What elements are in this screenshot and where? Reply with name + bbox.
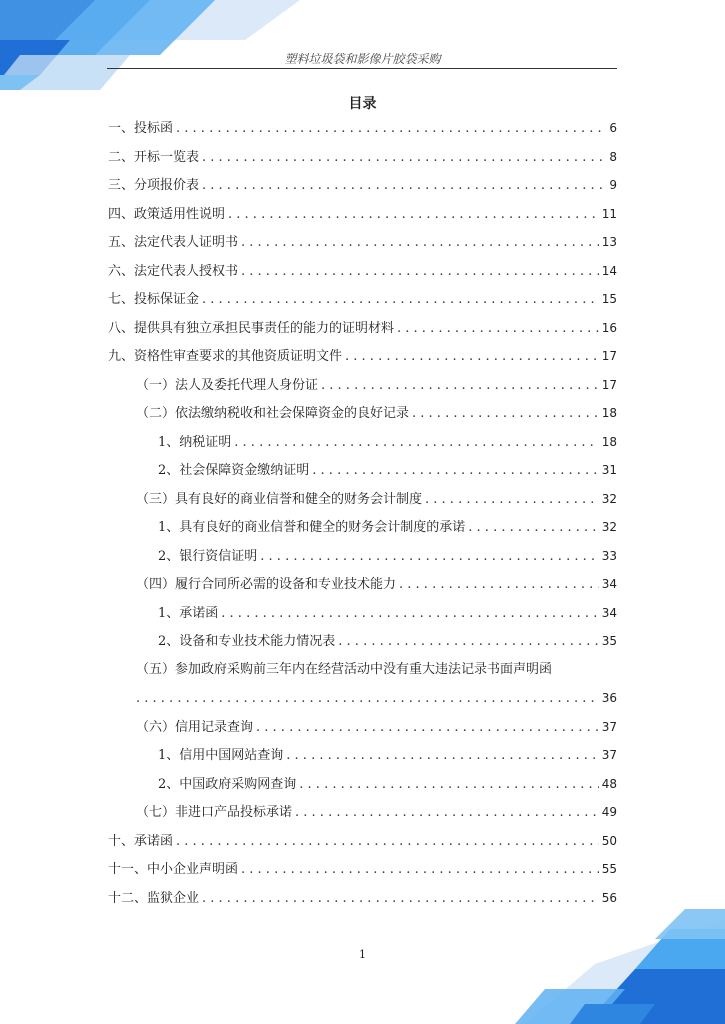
leader-dots bbox=[468, 518, 598, 538]
toc-page-number: 32 bbox=[601, 491, 617, 506]
toc-entry-text: 四、政策适用性说明 bbox=[108, 206, 226, 222]
leader-dots bbox=[312, 461, 598, 481]
toc-entry[interactable] bbox=[108, 147, 617, 167]
toc-entry[interactable] bbox=[108, 118, 617, 138]
toc-entry-text: 2、设备和专业技术能力情况表 bbox=[158, 634, 336, 649]
corner-decoration-bottom bbox=[485, 909, 725, 1024]
toc-entry[interactable] bbox=[136, 375, 617, 395]
toc-entry-text: 1、纳税证明 bbox=[158, 434, 232, 450]
toc-title: 目录 bbox=[348, 96, 377, 112]
toc-entry-text: （三）具有良好的商业信誉和健全的财务会计制度 bbox=[136, 491, 423, 507]
toc-page-number: 34 bbox=[601, 577, 617, 591]
toc-page-number: 15 bbox=[601, 292, 617, 306]
toc-entry-text: 十、承诺函 bbox=[108, 833, 174, 849]
toc-entry-text: （二）依法缴纳税收和社会保障资金的良好记录 bbox=[136, 406, 410, 421]
toc-entry-text: （七）非进口产品投标承诺 bbox=[136, 805, 293, 820]
toc-page-number: 17 bbox=[601, 377, 617, 392]
toc-page-number: 33 bbox=[601, 548, 617, 563]
toc-entry[interactable] bbox=[108, 261, 617, 281]
toc-entry[interactable] bbox=[108, 204, 617, 224]
toc-page-number: 34 bbox=[601, 605, 617, 620]
toc-entry[interactable] bbox=[108, 289, 617, 309]
toc-page-number: 49 bbox=[601, 805, 617, 819]
toc-page-number: 18 bbox=[601, 406, 617, 420]
toc-entry[interactable] bbox=[158, 745, 617, 765]
toc-page-number: 9 bbox=[609, 178, 617, 192]
toc-entry-text: （一）法人及委托代理人身份证 bbox=[136, 377, 319, 393]
toc-entry[interactable] bbox=[136, 403, 617, 423]
toc-page-number: 18 bbox=[601, 434, 617, 449]
leader-dots bbox=[295, 803, 599, 823]
leader-dots bbox=[412, 404, 599, 424]
toc-page-number: 55 bbox=[601, 862, 617, 876]
leader-dots bbox=[202, 148, 606, 168]
toc-entry-wrapped-text[interactable]: （五）参加政府采购前三年内在经营活动中没有重大违法记录书面声明函 bbox=[136, 661, 553, 677]
toc-entry-text: 七、投标保证金 bbox=[108, 292, 200, 307]
toc-entry[interactable] bbox=[158, 774, 617, 794]
toc-entry-text: 1、具有良好的商业信誉和健全的财务会计制度的承诺 bbox=[158, 520, 466, 535]
leader-dots bbox=[425, 490, 599, 510]
toc-page-number: 17 bbox=[601, 349, 617, 363]
leader-dots bbox=[256, 718, 599, 738]
toc-page-number: 31 bbox=[601, 463, 617, 477]
toc-entry[interactable] bbox=[108, 346, 617, 366]
toc-entry-text: （六）信用记录查询 bbox=[136, 719, 254, 735]
leader-dots bbox=[286, 746, 598, 766]
leader-dots bbox=[260, 547, 598, 567]
toc-page-number: 50 bbox=[601, 833, 617, 848]
toc-page-number: 6 bbox=[609, 121, 617, 135]
toc-entry[interactable] bbox=[158, 432, 617, 452]
leader-dots bbox=[202, 290, 599, 310]
leader-dots bbox=[345, 347, 599, 367]
leader-dots bbox=[241, 262, 599, 282]
toc-entry[interactable] bbox=[108, 318, 617, 338]
header-divider bbox=[107, 68, 617, 69]
leader-dots bbox=[136, 689, 599, 709]
leader-dots bbox=[397, 319, 599, 339]
leader-dots bbox=[321, 376, 599, 396]
toc-page-number: 16 bbox=[601, 320, 617, 335]
header-title: 塑料垃圾袋和影像片胶袋采购 bbox=[284, 52, 441, 66]
toc-entry-text: 1、信用中国网站查询 bbox=[158, 748, 284, 763]
leader-dots bbox=[202, 889, 599, 909]
toc-entry[interactable] bbox=[108, 888, 617, 908]
toc-entry[interactable] bbox=[136, 489, 617, 509]
leader-dots bbox=[234, 433, 598, 453]
toc-entry-text: 2、银行资信证明 bbox=[158, 548, 258, 564]
toc-entry-text: （四）履行合同所必需的设备和专业技术能力 bbox=[136, 577, 397, 592]
leader-dots bbox=[176, 119, 606, 139]
toc-page-number: 11 bbox=[601, 206, 617, 221]
toc-page-number: 8 bbox=[609, 149, 617, 164]
toc-entry-text: 十一、中小企业声明函 bbox=[108, 862, 239, 877]
toc-page-number: 36 bbox=[601, 691, 617, 705]
toc-entry[interactable] bbox=[108, 175, 617, 195]
toc-page-number: 32 bbox=[601, 520, 617, 534]
toc-entry[interactable] bbox=[136, 717, 617, 737]
toc-entry[interactable] bbox=[136, 688, 617, 708]
leader-dots bbox=[221, 604, 598, 624]
toc-entry-text: 二、开标一览表 bbox=[108, 149, 200, 165]
toc-entry[interactable] bbox=[108, 232, 617, 252]
toc-entry-text: 1、承诺函 bbox=[158, 605, 219, 621]
toc-page-number: 37 bbox=[601, 719, 617, 734]
toc-entry[interactable] bbox=[158, 546, 617, 566]
toc-page-number: 37 bbox=[601, 748, 617, 762]
toc-entry[interactable] bbox=[158, 460, 617, 480]
toc-entry[interactable] bbox=[158, 603, 617, 623]
leader-dots bbox=[202, 176, 606, 196]
toc-entry-text: 2、社会保障资金缴纳证明 bbox=[158, 463, 310, 478]
toc-entry-text: 三、分项报价表 bbox=[108, 178, 200, 193]
leader-dots bbox=[299, 775, 598, 795]
toc-page-number: 35 bbox=[601, 634, 617, 648]
toc-entry[interactable] bbox=[136, 574, 617, 594]
leader-dots bbox=[228, 205, 599, 225]
leader-dots bbox=[399, 575, 599, 595]
leader-dots bbox=[176, 832, 599, 852]
toc-entry[interactable] bbox=[108, 859, 617, 879]
toc-page-number: 56 bbox=[601, 890, 617, 905]
toc-entry[interactable] bbox=[158, 517, 617, 537]
toc-entry-text: 五、法定代表人证明书 bbox=[108, 235, 239, 250]
toc-page-number: 14 bbox=[601, 263, 617, 278]
toc-page-number: 13 bbox=[601, 235, 617, 249]
toc-entry-text: 2、中国政府采购网查询 bbox=[158, 776, 297, 792]
toc-entry-text: 九、资格性审查要求的其他资质证明文件 bbox=[108, 349, 343, 364]
toc-entry-text: 六、法定代表人授权书 bbox=[108, 263, 239, 279]
toc-entry-text: 十二、监狱企业 bbox=[108, 890, 200, 906]
leader-dots bbox=[241, 233, 599, 253]
toc-page-number: 48 bbox=[601, 776, 617, 791]
toc-entry-text: 八、提供具有独立承担民事责任的能力的证明材料 bbox=[108, 320, 395, 336]
leader-dots bbox=[338, 632, 598, 652]
toc-entry-text: 一、投标函 bbox=[108, 121, 174, 136]
corner-decoration-top bbox=[0, 0, 320, 90]
toc-entry[interactable] bbox=[108, 831, 617, 851]
leader-dots bbox=[241, 860, 599, 880]
page-number: 1 bbox=[359, 948, 366, 961]
toc-entry[interactable] bbox=[158, 631, 617, 651]
toc-entry[interactable] bbox=[136, 802, 617, 822]
